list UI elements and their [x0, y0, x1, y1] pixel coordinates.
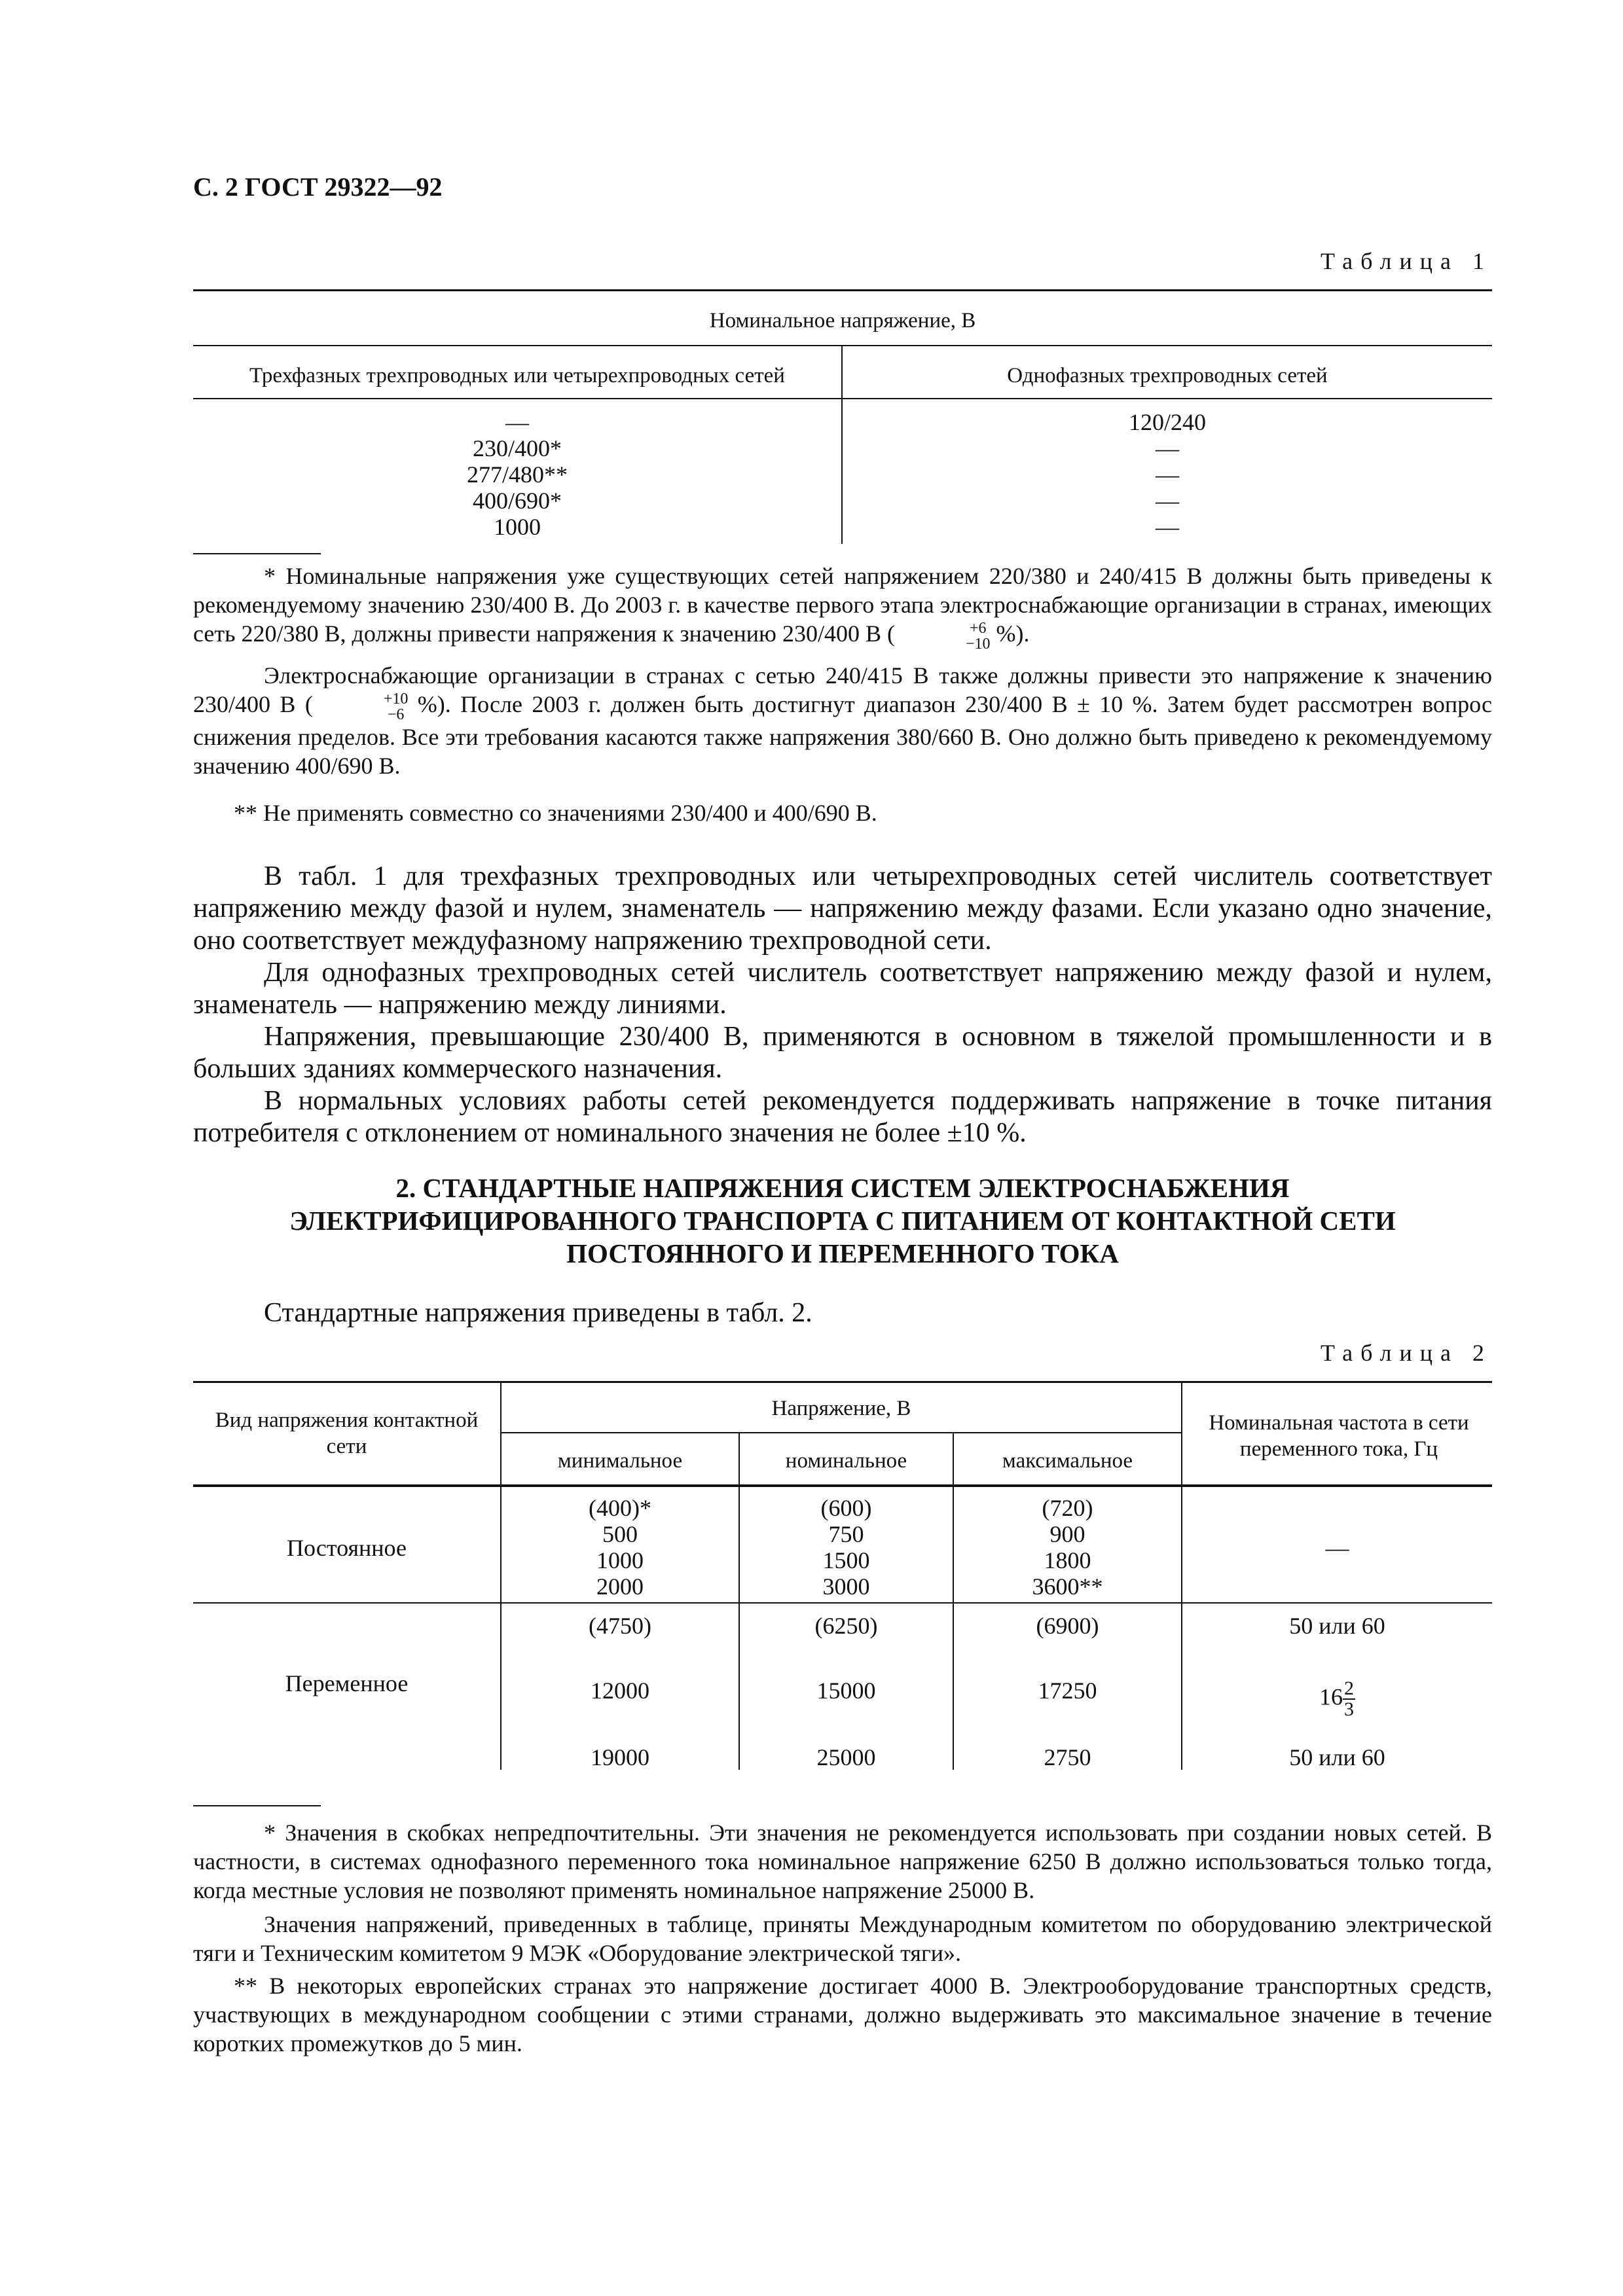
table2-cell: (4750): [589, 1613, 651, 1639]
table1-col2-cell: —: [1156, 435, 1179, 461]
freq-numerator: 2: [1344, 1677, 1354, 1699]
table2-cell: 19000: [591, 1744, 649, 1770]
table1-col1-cell: 1000: [494, 514, 541, 540]
section2-intro: Стандартные напряжения приведены в табл. 2.: [264, 1298, 812, 1328]
section2-heading-line2: ЭЛЕКТРИФИЦИРОВАННОГО ТРАНСПОРТА С ПИТАНИЕМ ОТ КОНТАКТНОЙ СЕТИ: [289, 1206, 1396, 1236]
body-paragraph-1: В табл. 1 для трехфазных трехпроводных или четырехпроводных сетей числитель соответствует напряжению между фазой и нулем, знаменатель — напряжению между фазами. Если указано одно значение, оно соответствует междуфазному напряжению трехпроводной сети.: [193, 861, 1492, 956]
footnote1-p3: ** Не применять совместно со значениями 230/400 и 400/690 В.: [234, 800, 877, 826]
table1-col2-head: Однофазных трехпроводных сетей: [1007, 364, 1328, 387]
table1-col1-cell: 277/480**: [466, 461, 568, 488]
table1-col2-cell: —: [1156, 514, 1179, 540]
table2-cell: (400)*: [589, 1495, 651, 1521]
table1-col2-cell: 120/240: [1128, 409, 1206, 435]
table2-head-max: максимальное: [1002, 1449, 1133, 1473]
tolerance2-down: −6: [387, 706, 405, 723]
table2-vrule-3: [953, 1433, 954, 1770]
tolerance1-down: −10: [965, 635, 991, 653]
footnote2-separator: [193, 1805, 321, 1806]
table2-cell: 17250: [1038, 1677, 1097, 1704]
footnote2-p1: * Значения в скобках непредпочтительны. Эти значения не рекомендуется использовать при создании новых сетей. В частности, в системах однофазного переменного тока номинальное напряжение 6250 В должно использоваться только тогда, когда местные условия не позволяют применять номинальное напряжение 25000 В.: [193, 1820, 1492, 1903]
table2-head-rule: [193, 1484, 1492, 1487]
table1-head-rule: [193, 398, 1492, 399]
table2-cell: 15000: [816, 1677, 876, 1704]
table2-cell: 12000: [591, 1677, 649, 1704]
table2-cell: 3000: [822, 1573, 870, 1600]
table2-dc-max: [954, 1495, 1181, 1600]
table2-ac-freq-2: [1182, 1679, 1492, 1719]
table2-cell: 1500: [822, 1547, 870, 1573]
table2-dc-freq: —: [1325, 1535, 1349, 1561]
table1-caption: Таблица 1: [1321, 248, 1492, 274]
table2-top-rule: [193, 1381, 1492, 1383]
tolerance2: [313, 691, 409, 723]
footnote1-p1-text: * Номинальные напряжения уже существующих сетей напряжением 220/380 и 240/415 В должны быть приведены к рекомендуемому значению 230/400 В. До 2003 г. в качестве первого этапа электроснабжающие организации в странах, имеющих сеть 220/380 В, должны привести напряжения к значению 230/400 В (: [193, 563, 1492, 647]
footnote1-p1-end: %).: [990, 620, 1030, 647]
table2-head-type: Вид напряжения контактной сети: [215, 1408, 479, 1458]
table2-cell: 25000: [816, 1744, 876, 1770]
table2-cell: 3600**: [1032, 1573, 1103, 1600]
body-paragraph-3: Напряжения, превышающие 230/400 В, применяются в основном в тяжелой промышленности и в больших зданиях коммерческого назначения.: [193, 1022, 1492, 1084]
freq-fraction: [1343, 1679, 1355, 1719]
freq-denominator: 3: [1344, 1698, 1354, 1720]
table2-head-voltage: Напряжение, В: [771, 1397, 911, 1420]
table1-col1-cell: —: [505, 409, 529, 435]
table1-col2-cell: —: [1156, 461, 1179, 488]
table2-ac-freq-1: 50 или 60: [1289, 1613, 1385, 1639]
body-paragraph-4: В нормальных условиях работы сетей рекомендуется поддерживать напряжение в точке питания потребителя с отклонением от номинального значения не более ±10 %.: [193, 1086, 1492, 1148]
table1-col1-cell: 230/400*: [472, 435, 562, 461]
table2-cell: 2000: [596, 1573, 644, 1600]
table1-col1-head: Трехфазных трехпроводных или четырехпроводных сетей: [249, 364, 785, 387]
table2-cell: 1800: [1044, 1547, 1091, 1573]
table2-cell: (6250): [814, 1613, 878, 1639]
footnote1-p2-text: Электроснабжающие организации в странах с сетью 240/415 В также должны привести это напряжение к значению 230/400 В (: [193, 662, 1492, 717]
freq-integer: 16: [1319, 1683, 1343, 1710]
table2-head-freq: Номинальная частота в сети переменного тока, Гц: [1209, 1411, 1469, 1461]
footnote2-p3: ** В некоторых европейских странах это напряжение достигает 4000 В. Электрооборудование транспортных средств, участвующих в международном сообщении с этими странами, должно выдерживать это максимальное значение в течение коротких промежутков до 5 мин.: [193, 1973, 1492, 2056]
table1-col1-values: [193, 409, 841, 540]
table2-cell: 2750: [1044, 1744, 1091, 1770]
table2-vrule-2: [739, 1433, 740, 1770]
table1-top-rule: [193, 289, 1492, 291]
table2-caption: Таблица 2: [1321, 1340, 1492, 1366]
table2-dc-nom: [740, 1495, 953, 1600]
tolerance1: [895, 620, 991, 652]
table2-cell: 900: [1049, 1521, 1085, 1547]
table2-dc-label: Постоянное: [287, 1535, 407, 1561]
tolerance2-up: +10: [383, 690, 409, 708]
table2-head-nom: номинальное: [785, 1449, 907, 1473]
footnote1-p2: [193, 661, 1492, 780]
table1-mid-rule: [193, 345, 1492, 346]
table2-cell: 500: [602, 1521, 638, 1547]
body-paragraph-2: Для однофазных трехпроводных сетей числитель соответствует напряжению между фазой и нулем, знаменатель — напряжению между линиями.: [193, 958, 1492, 1020]
table2-cell: (720): [1042, 1495, 1093, 1521]
footnote2-p2: Значения напряжений, приведенных в таблице, приняты Международным комитетом по оборудованию электрической тяги и Техническим комитетом 9 МЭК «Оборудование электрической тяги».: [193, 1911, 1492, 1966]
table2-row-rule: [193, 1602, 1492, 1604]
table2-ac-freq-3: 50 или 60: [1289, 1744, 1385, 1770]
section2-heading: [193, 1172, 1492, 1270]
table2-subhead-rule: [501, 1432, 1182, 1433]
section2-heading-line1: 2. СТАНДАРТНЫЕ НАПРЯЖЕНИЯ СИСТЕМ ЭЛЕКТРОСНАБЖЕНИЯ: [395, 1173, 1290, 1203]
table1-col2-values: [843, 409, 1491, 540]
table2-cell: (6900): [1036, 1613, 1099, 1639]
tolerance1-up: +6: [969, 619, 987, 637]
table1-col-divider: [841, 346, 843, 544]
table2-cell: 750: [828, 1521, 864, 1547]
table2-head-min: минимальное: [557, 1449, 683, 1473]
footnote1-p1: [193, 562, 1492, 652]
section2-heading-line3: ПОСТОЯННОГО И ПЕРЕМЕННОГО ТОКА: [566, 1238, 1119, 1268]
table1-col2-cell: —: [1156, 488, 1179, 514]
footnote1-separator: [193, 553, 321, 554]
table2-dc-min: [501, 1495, 739, 1600]
table2-cell: (600): [820, 1495, 872, 1521]
table2-ac-label: Переменное: [285, 1670, 409, 1696]
table1-col1-cell: 400/690*: [472, 488, 562, 514]
footnote1-p2-end: %). После 2003 г. должен быть достигнут диапазон 230/400 В ± 10 %. Затем будет рассмотрен вопрос снижения пределов. Все эти требования касаются также напряжения 380/660 В. Оно должно быть приведено к рекомендуемому значению 400/690 В.: [193, 691, 1492, 779]
table1-head-main: Номинальное напряжение, В: [709, 309, 976, 332]
table2-cell: 1000: [596, 1547, 644, 1573]
page-header: С. 2 ГОСТ 29322—92: [193, 172, 443, 202]
